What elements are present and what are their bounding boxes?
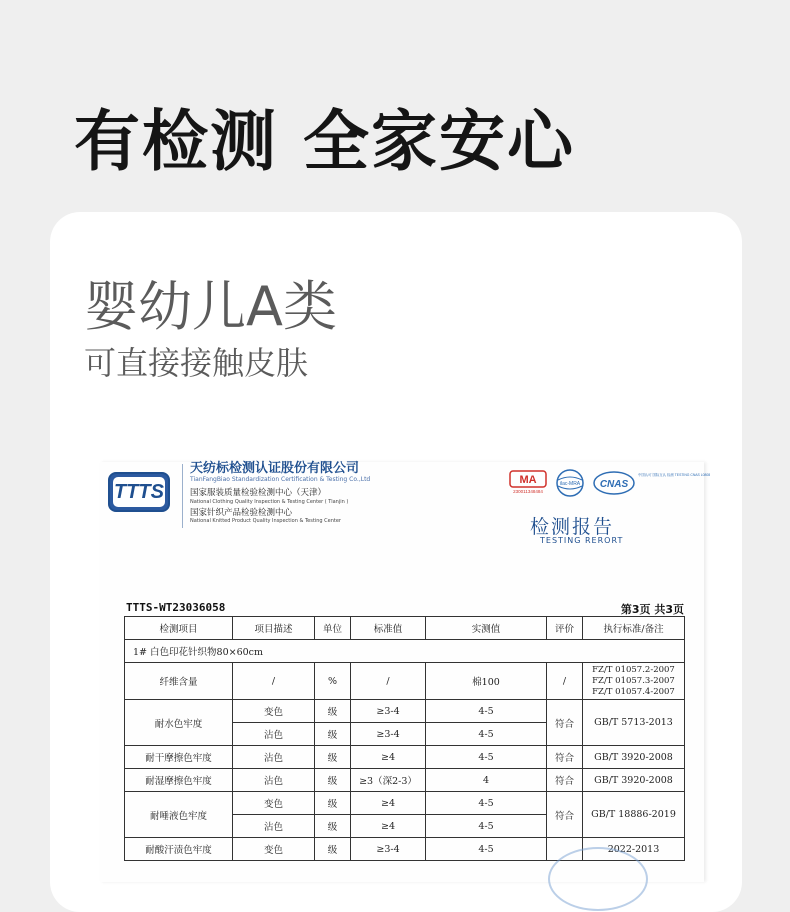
ilac-mra-icon xyxy=(554,468,586,498)
headline: 有检测 全家安心 xyxy=(74,103,575,180)
sample-row xyxy=(125,640,685,663)
center2-name-en: National Knitted Product Quality Inspection & Testing Center xyxy=(190,518,341,524)
header-cell: 评价 xyxy=(547,617,583,640)
table-row: 沾色 级 ≥3-4 4-5 xyxy=(125,723,685,746)
header-cell: 执行标准/备注 xyxy=(583,617,685,640)
svg-text:CNAS: CNAS xyxy=(599,479,629,490)
header-cell: 项目描述 xyxy=(233,617,315,640)
ma-cert-icon xyxy=(508,470,548,494)
header-cell: 标准值 xyxy=(351,617,426,640)
table-row: 纤维含量 / % / 棉100 / FZ/T 01057.2-2007 FZ/T 01057.3-2007 FZ/T 01057.4-2007 xyxy=(125,663,685,700)
table-row: 沾色 级 ≥4 4-5 xyxy=(125,815,685,838)
svg-text:230011348484: 230011348484 xyxy=(513,489,543,494)
table-row: 耐水色牢度 变色 级 ≥3-4 4-5 符合 GB/T 5713-2013 xyxy=(125,700,685,723)
header-cell: 实测值 xyxy=(426,617,547,640)
svg-text:MA: MA xyxy=(519,474,537,486)
organization-block xyxy=(190,462,370,524)
card-title: 婴幼儿A类 xyxy=(84,275,337,338)
header-cell: 检测项目 xyxy=(125,617,233,640)
test-report-document xyxy=(100,461,711,882)
divider xyxy=(182,464,183,528)
cert-badges xyxy=(508,468,711,498)
cnas-icon xyxy=(592,470,711,496)
center2-name: 国家针织产品检验检测中心 xyxy=(190,507,293,518)
report-title-en: TESTING RERORT xyxy=(540,536,624,545)
center1-name: 国家服装质量检验检测中心（天津） xyxy=(190,488,327,498)
org-name: 天纺标检测认证股份有限公司 xyxy=(190,461,360,476)
report-title: 检测报告 xyxy=(530,516,615,538)
center1-name-en: National Clothing Quality Inspection & Testing Center ( Tianjin ) xyxy=(190,498,349,505)
page-count: 第3页 共3页 xyxy=(620,603,684,616)
ttts-logo: TTTS xyxy=(108,472,170,512)
org-name-en: TianFangBiao Standardization Certification & Testing Co.,Ltd xyxy=(190,476,371,483)
card-subtitle: 可直接接触皮肤 xyxy=(84,344,309,382)
table-row: 耐酸汗渍色牢度 变色 级 ≥3-4 4-5 2022-2013 xyxy=(125,838,685,861)
svg-text:ilac-MRA: ilac-MRA xyxy=(559,481,581,487)
header-cell: 单位 xyxy=(315,617,351,640)
table-row: 耐唾液色牢度 变色 级 ≥4 4-5 符合 GB/T 18886-2019 xyxy=(125,792,685,815)
stamp-seal xyxy=(548,847,648,911)
test-results-table xyxy=(124,616,685,861)
report-number: TTTS-WT23036058 xyxy=(126,601,226,614)
svg-text:中国认可 国际互认 检测 TESTING CNAS L080: 中国认可 国际互认 检测 TESTING CNAS L0808 xyxy=(638,473,711,477)
table-row: 耐干摩擦色牢度 沾色 级 ≥4 4-5 符合 GB/T 3920-2008 xyxy=(125,746,685,769)
sample-description: 1# 白色印花针织物80×60cm xyxy=(125,640,685,663)
table-row: 耐湿摩擦色牢度 沾色 级 ≥3（深2-3） 4 符合 GB/T 3920-2008 xyxy=(125,769,685,792)
table-header-row xyxy=(125,617,685,640)
